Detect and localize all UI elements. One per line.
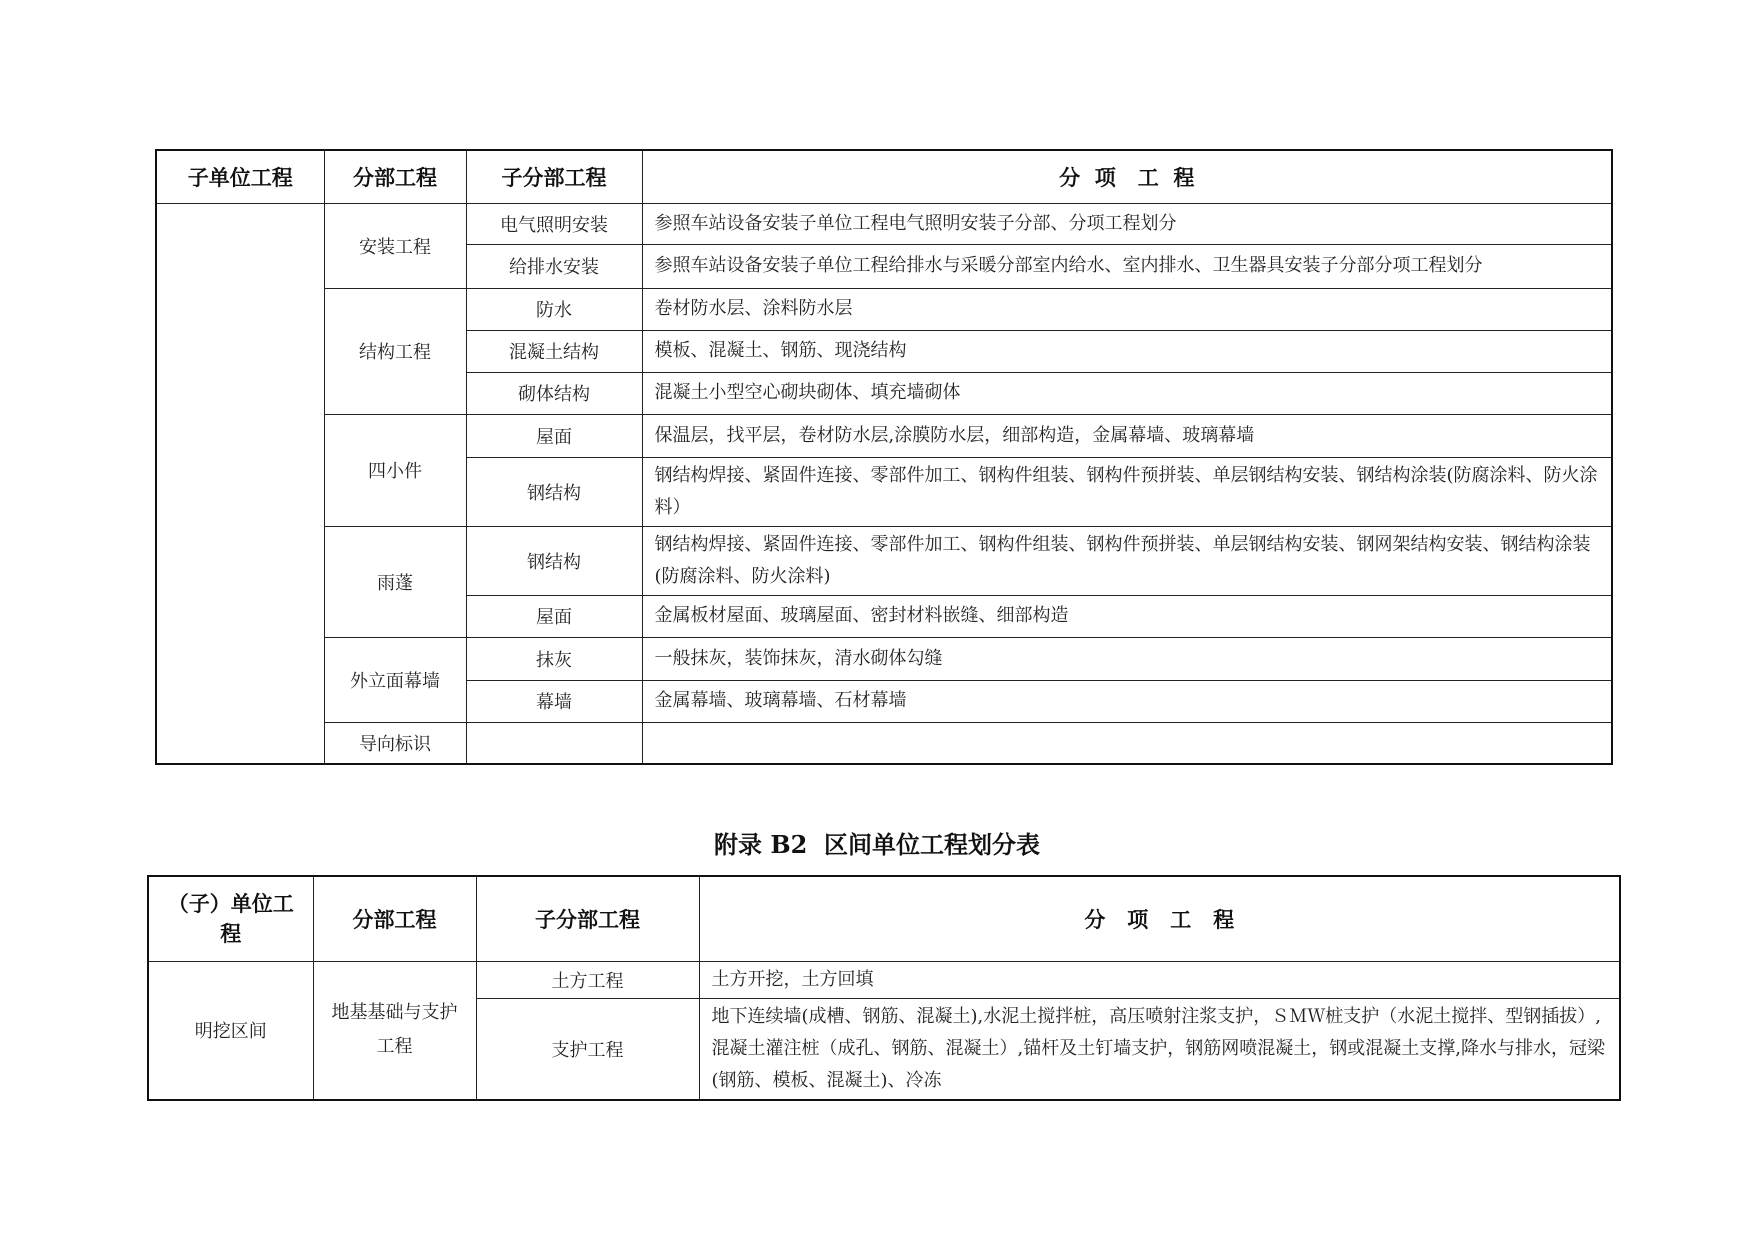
table-row	[156, 288, 1612, 330]
division-label: 地基基础与支护工程	[331, 1002, 458, 1057]
subdivision-cell: 混凝土结构	[466, 330, 642, 372]
table-row	[156, 722, 1612, 764]
header-division: 分部工程	[324, 150, 466, 203]
unit-cell: 明挖区间	[148, 961, 313, 1100]
table-header-row	[148, 876, 1620, 961]
table-header-row	[156, 150, 1612, 203]
items-cell: 混凝土小型空心砌块砌体、填充墙砌体	[642, 372, 1612, 414]
items-cell: 参照车站设备安装子单位工程给排水与采暖分部室内给水、室内排水、卫生器具安装子分部分项工程划分	[642, 244, 1612, 288]
subunit-cell	[156, 203, 324, 764]
items-cell: 金属板材屋面、玻璃屋面、密封材料嵌缝、细部构造	[642, 595, 1612, 637]
table-row	[148, 961, 1620, 998]
header-subunit: 子单位工程	[156, 150, 324, 203]
items-cell: 钢结构焊接、紧固件连接、零部件加工、钢构件组装、钢构件预拼装、单层钢结构安装、钢结构涂装(防腐涂料、防火涂料）	[642, 457, 1612, 526]
items-cell: 土方开挖，土方回填	[699, 961, 1620, 998]
subdivision-cell: 砌体结构	[466, 372, 642, 414]
division-install: 安装工程	[324, 203, 466, 288]
table-row	[156, 203, 1612, 244]
header-subdivision: 子分部工程	[466, 150, 642, 203]
header-division: 分部工程	[313, 876, 476, 961]
subdivision-cell: 防水	[466, 288, 642, 330]
header-items: 分 项 工 程	[699, 876, 1620, 961]
subdivision-cell: 钢结构	[466, 526, 642, 595]
appendix-title: 附录 B2 区间单位工程划分表	[713, 830, 1041, 859]
subdivision-cell-empty	[466, 722, 642, 764]
table-row	[156, 637, 1612, 680]
items-cell: 参照车站设备安装子单位工程电气照明安装子分部、分项工程划分	[642, 203, 1612, 244]
subdivision-cell: 抹灰	[466, 637, 642, 680]
header-subdivision: 子分部工程	[476, 876, 699, 961]
division-canopy: 雨蓬	[324, 526, 466, 637]
table-row	[156, 526, 1612, 595]
items-cell: 金属幕墙、玻璃幕墙、石材幕墙	[642, 680, 1612, 722]
division-guide: 导向标识	[324, 722, 466, 764]
subdivision-cell: 土方工程	[476, 961, 699, 998]
section-unit-division-table	[147, 875, 1621, 1101]
subunit-division-table	[155, 149, 1613, 765]
subdivision-cell: 给排水安装	[466, 244, 642, 288]
subdivision-cell: 支护工程	[476, 998, 699, 1100]
header-items: 分 项 工 程	[642, 150, 1612, 203]
division-structure: 结构工程	[324, 288, 466, 414]
items-cell: 钢结构焊接、紧固件连接、零部件加工、钢构件组装、钢构件预拼装、单层钢结构安装、钢网架结构安装、钢结构涂装(防腐涂料、防火涂料)	[642, 526, 1612, 595]
items-cell: 一般抹灰，装饰抹灰，清水砌体勾缝	[642, 637, 1612, 680]
subdivision-cell: 钢结构	[466, 457, 642, 526]
items-cell: 地下连续墙(成槽、钢筋、混凝土),水泥土搅拌桩，高压喷射注浆支护，ＳＭＷ桩支护（水泥土搅拌、型钢插拔）,混凝土灌注桩（成孔、钢筋、混凝土）,锚杆及土钉墙支护，钢筋网喷混凝土，钢或混凝土支撑,降水与排水，冠梁(钢筋、模板、混凝土)、冷冻	[699, 998, 1620, 1100]
division-small: 四小件	[324, 414, 466, 526]
header-unit-label: （子）单位工程	[167, 891, 294, 946]
table-row	[156, 414, 1612, 457]
subdivision-cell: 屋面	[466, 595, 642, 637]
header-unit	[148, 876, 313, 961]
division-facade: 外立面幕墙	[324, 637, 466, 722]
items-cell-empty	[642, 722, 1612, 764]
division-cell	[313, 961, 476, 1100]
items-cell: 卷材防水层、涂料防水层	[642, 288, 1612, 330]
subdivision-cell: 电气照明安装	[466, 203, 642, 244]
items-cell: 保温层，找平层，卷材防水层,涂膜防水层，细部构造，金属幕墙、玻璃幕墙	[642, 414, 1612, 457]
subdivision-cell: 幕墙	[466, 680, 642, 722]
items-cell: 模板、混凝土、钢筋、现浇结构	[642, 330, 1612, 372]
subdivision-cell: 屋面	[466, 414, 642, 457]
